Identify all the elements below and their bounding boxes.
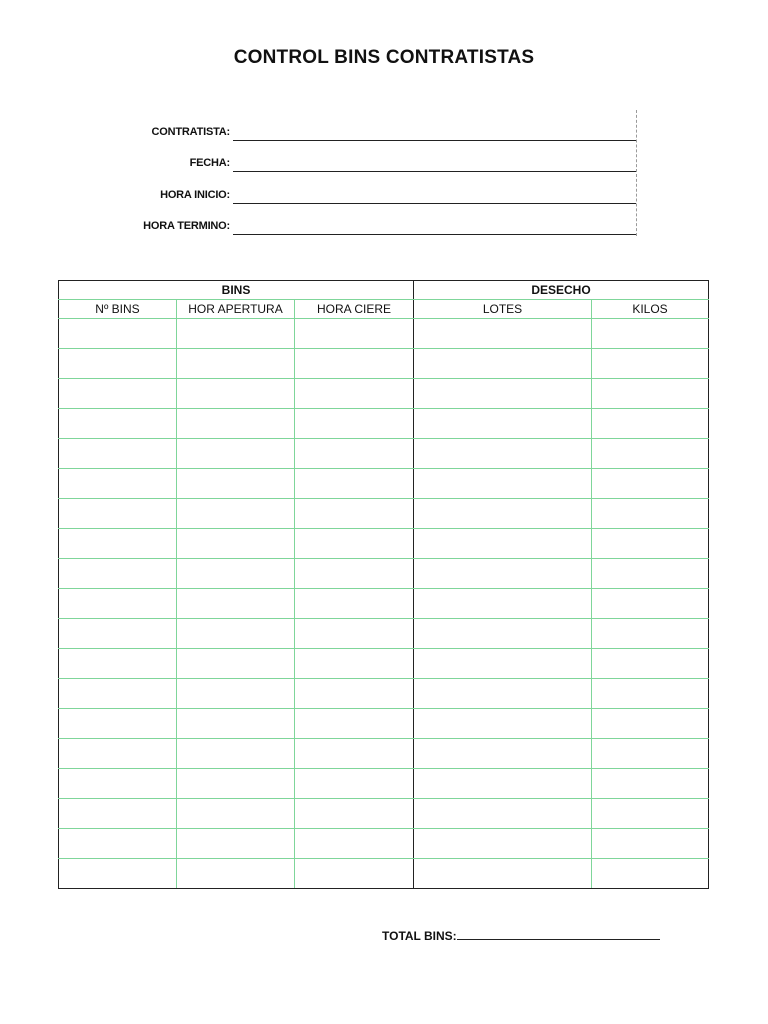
cell-hora-ciere[interactable] [295,709,414,739]
group-header-bins: BINS [59,281,414,300]
cell-hor-apertura[interactable] [177,769,295,799]
cell-hor-apertura[interactable] [177,589,295,619]
cell-hor-apertura[interactable] [177,709,295,739]
cell-lotes[interactable] [414,799,592,829]
cell-lotes[interactable] [414,589,592,619]
form-row-hora-inicio [0,181,768,205]
cell-kilos[interactable] [592,799,709,829]
cell-n-bins[interactable] [59,379,177,409]
table-row [59,829,709,859]
cell-hora-ciere[interactable] [295,349,414,379]
cell-hora-ciere[interactable] [295,799,414,829]
hora-inicio-label: HORA INICIO: [160,189,230,201]
group-header-desecho: DESECHO [414,281,709,300]
header-form [0,110,768,240]
column-header-n-bins: Nº BINS [59,300,177,319]
total-bins [382,928,660,943]
cell-lotes[interactable] [414,409,592,439]
cell-hora-ciere[interactable] [295,589,414,619]
cell-hora-ciere[interactable] [295,559,414,589]
cell-lotes[interactable] [414,439,592,469]
table-row [59,379,709,409]
cell-n-bins[interactable] [59,739,177,769]
cell-hor-apertura[interactable] [177,739,295,769]
cell-hora-ciere[interactable] [295,319,414,349]
hora-inicio-field[interactable] [233,203,636,204]
bins-table [58,280,709,889]
total-bins-label: TOTAL BINS: [382,929,457,943]
cell-lotes[interactable] [414,469,592,499]
cell-hor-apertura[interactable] [177,559,295,589]
cell-kilos[interactable] [592,559,709,589]
column-header-kilos: KILOS [592,300,709,319]
cell-lotes[interactable] [414,319,592,349]
contratista-label: CONTRATISTA: [151,126,230,138]
contratista-field[interactable] [233,140,636,141]
cell-kilos[interactable] [592,439,709,469]
cell-kilos[interactable] [592,319,709,349]
cell-n-bins[interactable] [59,859,177,889]
cell-hora-ciere[interactable] [295,739,414,769]
table-row [59,349,709,379]
table-row [59,589,709,619]
column-header-hor-apertura: HOR APERTURA [177,300,295,319]
cell-lotes[interactable] [414,499,592,529]
table-row [59,469,709,499]
cell-lotes[interactable] [414,769,592,799]
cell-lotes[interactable] [414,829,592,859]
cell-hor-apertura[interactable] [177,679,295,709]
hora-termino-field[interactable] [233,234,636,235]
table-row [59,799,709,829]
cell-n-bins[interactable] [59,349,177,379]
cell-hor-apertura[interactable] [177,409,295,439]
cell-hor-apertura[interactable] [177,349,295,379]
cell-hora-ciere[interactable] [295,829,414,859]
cell-hor-apertura[interactable] [177,439,295,469]
cell-lotes[interactable] [414,529,592,559]
cell-hora-ciere[interactable] [295,619,414,649]
cell-hor-apertura[interactable] [177,619,295,649]
total-bins-field[interactable] [457,928,660,940]
fecha-field[interactable] [233,171,636,172]
cell-hora-ciere[interactable] [295,499,414,529]
table-row [59,499,709,529]
cell-kilos[interactable] [592,859,709,889]
cell-n-bins[interactable] [59,409,177,439]
table-row [59,739,709,769]
table-row [59,859,709,889]
cell-n-bins[interactable] [59,319,177,349]
table-row [59,559,709,589]
cell-kilos[interactable] [592,529,709,559]
cell-n-bins[interactable] [59,439,177,469]
cell-kilos[interactable] [592,829,709,859]
form-row-contratista [0,118,768,142]
cell-n-bins[interactable] [59,499,177,529]
page-title: CONTROL BINS CONTRATISTAS [233,47,535,68]
cell-kilos[interactable] [592,469,709,499]
cell-lotes[interactable] [414,709,592,739]
cell-n-bins[interactable] [59,619,177,649]
cell-kilos[interactable] [592,589,709,619]
table-row [59,619,709,649]
cell-lotes[interactable] [414,349,592,379]
cell-n-bins[interactable] [59,829,177,859]
cell-hora-ciere[interactable] [295,379,414,409]
cell-n-bins[interactable] [59,769,177,799]
cell-kilos[interactable] [592,379,709,409]
table-row [59,769,709,799]
cell-hor-apertura[interactable] [177,799,295,829]
cell-kilos[interactable] [592,769,709,799]
cell-hor-apertura[interactable] [177,469,295,499]
cell-kilos[interactable] [592,619,709,649]
table-row [59,439,709,469]
cell-n-bins[interactable] [59,529,177,559]
cell-kilos[interactable] [592,739,709,769]
cell-n-bins[interactable] [59,649,177,679]
table-row [59,529,709,559]
table-group-header [59,281,709,300]
cell-kilos[interactable] [592,349,709,379]
cell-hora-ciere[interactable] [295,409,414,439]
cell-lotes[interactable] [414,379,592,409]
form-row-fecha [0,149,768,173]
table-body [59,319,709,889]
cell-lotes[interactable] [414,559,592,589]
cell-lotes[interactable] [414,859,592,889]
cell-hora-ciere[interactable] [295,679,414,709]
cell-hor-apertura[interactable] [177,649,295,679]
cell-kilos[interactable] [592,649,709,679]
cell-lotes[interactable] [414,739,592,769]
column-header-hora-ciere: HORA CIERE [295,300,414,319]
cell-n-bins[interactable] [59,589,177,619]
cell-n-bins[interactable] [59,709,177,739]
column-header-lotes: LOTES [414,300,592,319]
cell-kilos[interactable] [592,409,709,439]
hora-termino-label: HORA TERMINO: [143,220,230,232]
cell-hor-apertura[interactable] [177,529,295,559]
cell-hor-apertura[interactable] [177,499,295,529]
cell-n-bins[interactable] [59,559,177,589]
cell-hora-ciere[interactable] [295,769,414,799]
table-row [59,679,709,709]
cell-kilos[interactable] [592,679,709,709]
fecha-label: FECHA: [189,157,230,169]
table-column-header [59,300,709,319]
cell-kilos[interactable] [592,499,709,529]
cell-n-bins[interactable] [59,679,177,709]
cell-hora-ciere[interactable] [295,439,414,469]
cell-hor-apertura[interactable] [177,859,295,889]
cell-lotes[interactable] [414,649,592,679]
cell-hor-apertura[interactable] [177,829,295,859]
cell-hora-ciere[interactable] [295,469,414,499]
cell-hor-apertura[interactable] [177,319,295,349]
table-row [59,709,709,739]
form-row-hora-termino [0,212,768,236]
cell-lotes[interactable] [414,679,592,709]
cell-n-bins[interactable] [59,469,177,499]
cell-hora-ciere[interactable] [295,529,414,559]
cell-hora-ciere[interactable] [295,649,414,679]
cell-kilos[interactable] [592,709,709,739]
cell-lotes[interactable] [414,619,592,649]
cell-n-bins[interactable] [59,799,177,829]
table-row [59,409,709,439]
table-row [59,649,709,679]
cell-hora-ciere[interactable] [295,859,414,889]
cell-hor-apertura[interactable] [177,379,295,409]
table-row [59,319,709,349]
